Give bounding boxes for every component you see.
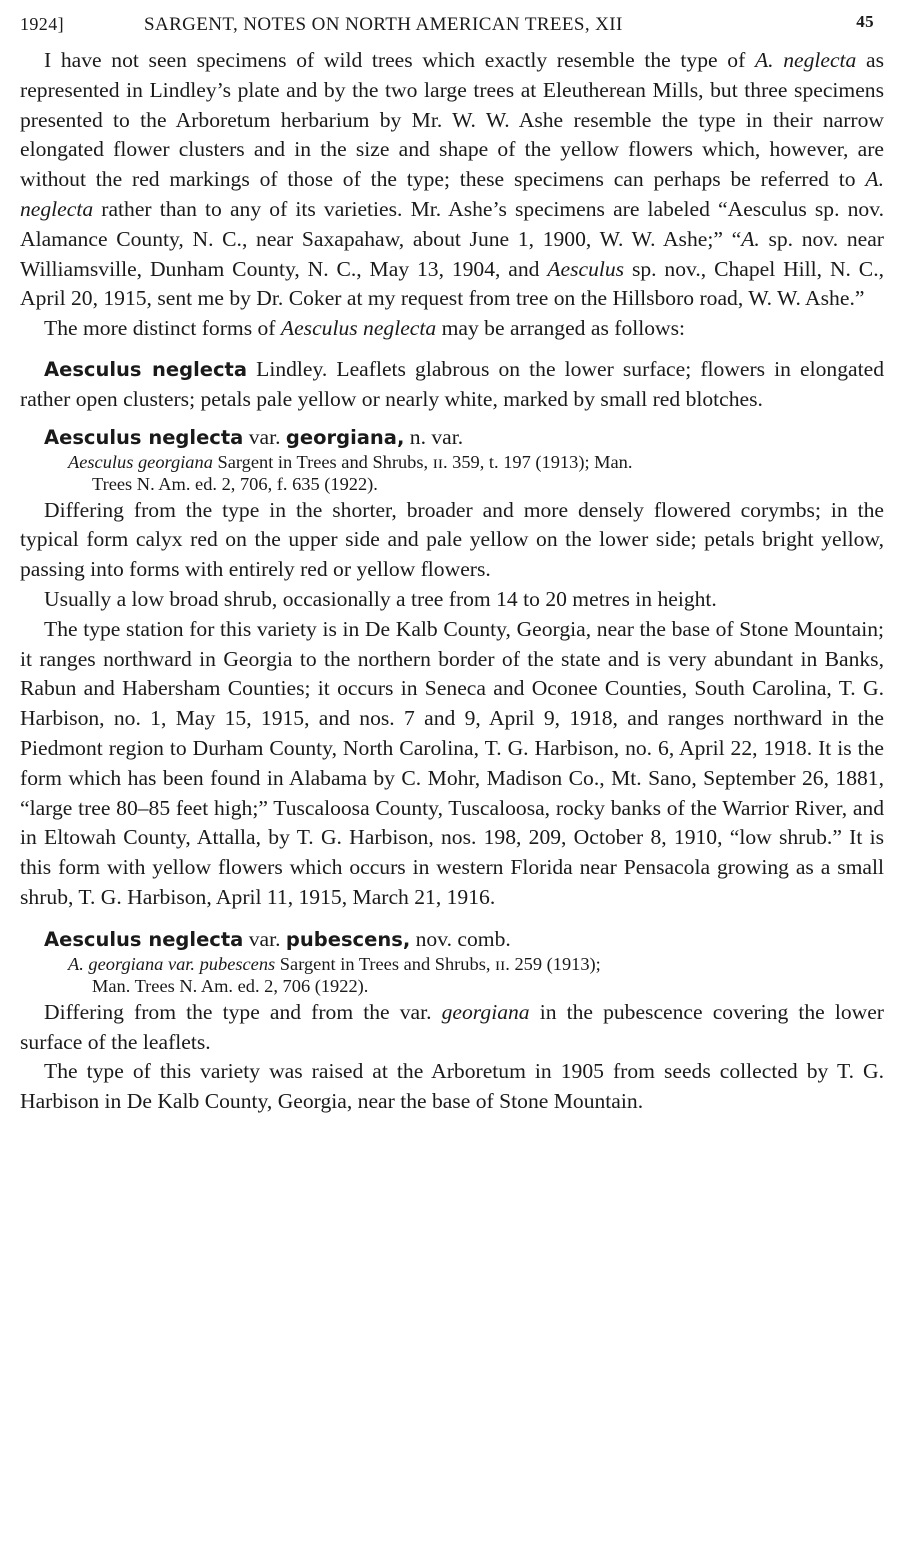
var-pubescens-citation-cont: Man. Trees N. Am. ed. 2, 706 (1922). (92, 975, 369, 996)
var-pubescens-heading: Aesculus neglecta var. pubescens, nov. comb. (44, 926, 511, 951)
running-head (20, 6, 884, 46)
species-name: Aesculus neglecta (44, 357, 248, 381)
var-georgiana-citation-cont: Trees N. Am. ed. 2, 706, f. 635 (1922). (92, 473, 378, 494)
var-georgiana-description: Differing from the type in the shorter, broader and more densely flowered corymbs; in the typical form calyx red on the upper side and pale yellow on the lower side; petals bright yellow, passing into forms with entirely red or yellow flowers. (20, 497, 884, 582)
intro-paragraph: I have not seen specimens of wild trees which exactly resemble the type of A. neglecta as represented in Lindley’s plate and by the two large trees at Eleutherean Mills, but three specimens presented to the Arboretum herbarium by Mr. W. W. Ashe resemble the type in their narrow elongated flower clusters and in the size and shape of the yellow flowers which, however, are without the red markings of those of the type; these specimens can perhaps be referred to A. neglecta rather than to any of its varieties. Mr. Ashe’s specimens are labeled “Aesculus sp. nov. Alamance County, N. C., near Saxapahaw, about June 1, 1900, W. W. Ashe;” “A. sp. nov. near Williamsville, Dunham County, N. C., May 13, 1904, and Aesculus sp. nov., Chapel Hill, N. C., April 20, 1915, sent me by Dr. Coker at my request from tree on the Hillsboro road, W. W. Ashe.” (20, 48, 884, 311)
var-georgiana-citation: Aesculus georgiana Sargent in Trees and Shrubs, ɪɪ. 359, t. 197 (1913); Man. (68, 451, 633, 472)
var-pubescens-description: Differing from the type and from the var. georgiana in the pubescence covering the lower surface of the leaflets. (20, 999, 884, 1054)
header-year: 1924] (20, 14, 64, 34)
var-georgiana-range: The type station for this variety is in De Kalb County, Georgia, near the base of Stone Mountain; it ranges northward in Georgia to the northern border of the state and is very abundant in Banks, Rabun and Habersham Counties; it occurs in Seneca and Oconee Counties, South Carolina, T. G. Harbison, no. 1, May 15, 1915, and nos. 7 and 9, April 9, 1918, and ranges northward in the Piedmont region to Durham County, North Carolina, T. G. Harbison, no. 6, April 22, 1918. It is the form which has been found in Alabama by C. Mohr, Madison Co., Mt. Sano, September 26, 1881, “large tree 80–85 feet high;” Tuscaloosa County, Tuscaloosa, rocky banks of the Warrior River, and in Eltowah County, Attalla, by T. G. Harbison, nos. 198, 209, October 8, 1910, “low shrub.” It is this form with yellow flowers which occurs in western Florida near Pensacola growing as a small shrub, T. G. Harbison, April 11, 1915, March 21, 1916. (20, 616, 884, 909)
var-georgiana-heading: Aesculus neglecta var. georgiana, n. var. (44, 424, 464, 449)
var-pubescens-type-note: The type of this variety was raised at the Arboretum in 1905 from seeds collected by T. G. Harbison in De Kalb County, Georgia, near the base of Stone Mountain. (20, 1059, 884, 1114)
var-georgiana-habit: Usually a low broad shrub, occasionally a tree from 14 to 20 metres in height. (44, 586, 717, 611)
page-number: 45 (856, 12, 874, 31)
species-entry: Aesculus neglecta Lindley. Leaflets glabrous on the lower surface; flowers in elongated rather open clusters; petals pale yellow or nearly white, marked by small red blotches. (20, 356, 884, 411)
header-title: SARGENT, NOTES ON NORTH AMERICAN TREES, XII (144, 14, 623, 35)
var-pubescens-citation: A. georgiana var. pubescens Sargent in Trees and Shrubs, ɪɪ. 259 (1913); (68, 953, 601, 974)
arrangement-paragraph: The more distinct forms of Aesculus neglecta may be arranged as follows: (44, 316, 686, 341)
